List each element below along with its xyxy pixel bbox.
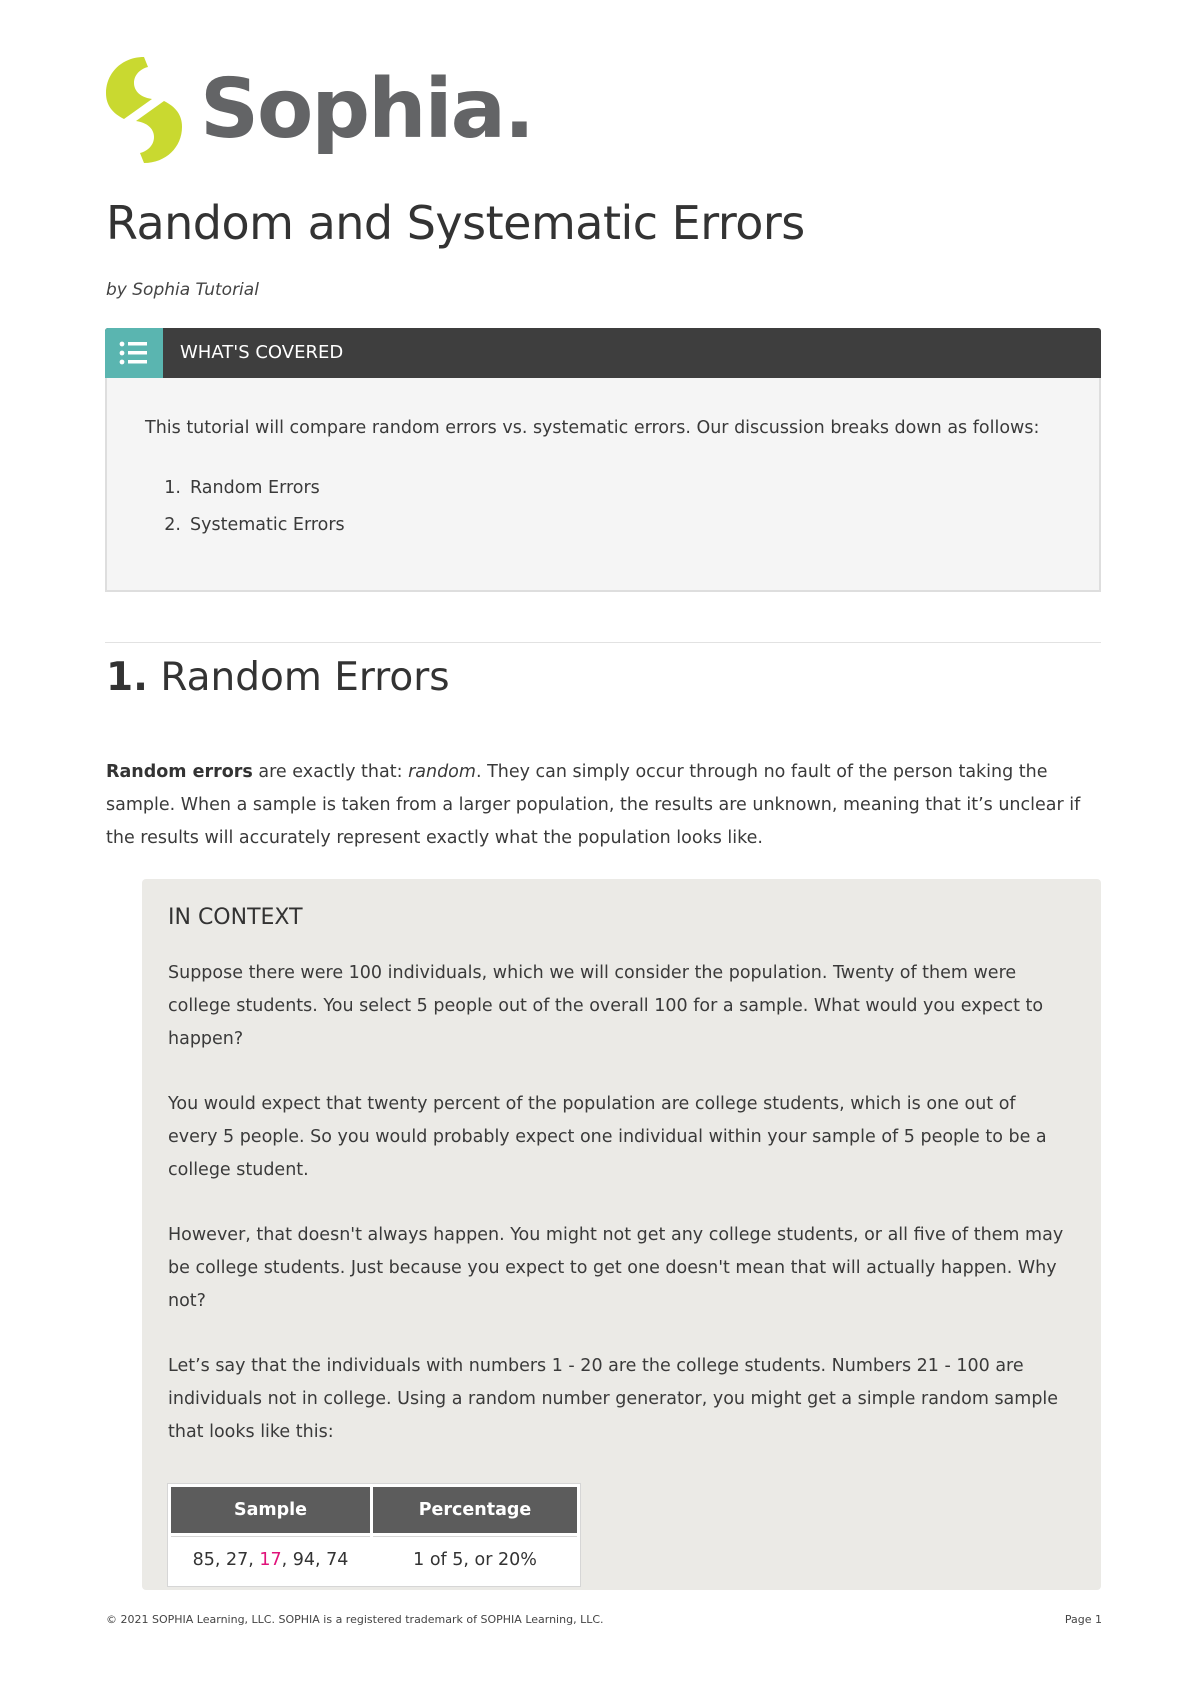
list-icon bbox=[105, 328, 163, 378]
page-title: Random and Systematic Errors bbox=[106, 196, 805, 250]
sample-table bbox=[167, 1483, 581, 1587]
sample-cell: 85, 27, 17, 94, 74 bbox=[171, 1536, 370, 1583]
whats-covered-list bbox=[155, 470, 345, 544]
column-header-percentage: Percentage bbox=[373, 1487, 577, 1533]
context-paragraph: Suppose there were 100 individuals, which we will consider the population. Twenty of them were college students. You select 5 people out of the overall 100 for a sample. What would you expect to happen? bbox=[168, 963, 1044, 1049]
context-paragraph: However, that doesn't always happen. You might not get any college students, or all five of them may be college students. Just because you expect to get one doesn't mean that will actually happen. Why not? bbox=[168, 1225, 1064, 1311]
sophia-mark-icon bbox=[104, 55, 184, 165]
highlighted-value: 17 bbox=[259, 1550, 282, 1570]
whats-covered-label: WHAT'S COVERED bbox=[180, 342, 344, 363]
context-paragraph: Let’s say that the individuals with numbers 1 - 20 are the college students. Numbers 21 - 100 are individuals not in college. Using a random number generator, you might get a simple random sample that looks like this: bbox=[168, 1356, 1059, 1442]
percentage-cell: 1 of 5, or 20% bbox=[373, 1536, 577, 1583]
sophia-wordmark: Sophia. bbox=[200, 62, 534, 157]
context-paragraph: You would expect that twenty percent of the population are college students, which is one out of every 5 people. So you would probably expect one individual within your sample of 5 people to be a college student. bbox=[168, 1094, 1047, 1180]
section-heading: 1. Random Errors bbox=[106, 655, 450, 700]
table-header-row bbox=[171, 1487, 577, 1533]
whats-covered-header bbox=[105, 328, 1101, 378]
list-item: 2. Systematic Errors bbox=[164, 515, 345, 535]
section-divider bbox=[105, 642, 1101, 643]
table-row bbox=[171, 1536, 577, 1583]
footer-copyright: © 2021 SOPHIA Learning, LLC. SOPHIA is a registered trademark of SOPHIA Learning, LLC. bbox=[106, 1613, 604, 1626]
whats-covered-box bbox=[105, 328, 1101, 592]
byline: by Sophia Tutorial bbox=[106, 280, 259, 300]
whats-covered-body bbox=[105, 378, 1101, 592]
list-item: 1. Random Errors bbox=[164, 478, 320, 498]
section-paragraph: Random errors are exactly that: random. They can simply occur through no fault of the person taking the sample. When a sample is taken from a larger population, the results are unknown, meaning that it’s unclear if the results will accurately represent exactly what the population looks like. bbox=[106, 762, 1081, 848]
column-header-sample: Sample bbox=[171, 1487, 370, 1533]
in-context-title: IN CONTEXT bbox=[168, 905, 303, 930]
in-context-box bbox=[142, 879, 1101, 1590]
sophia-logo bbox=[104, 55, 544, 165]
term-bold: Random errors bbox=[106, 762, 253, 782]
whats-covered-intro: This tutorial will compare random errors vs. systematic errors. Our discussion breaks down as follows: bbox=[145, 418, 1040, 438]
footer-page-number: Page 1 bbox=[1064, 1613, 1102, 1626]
